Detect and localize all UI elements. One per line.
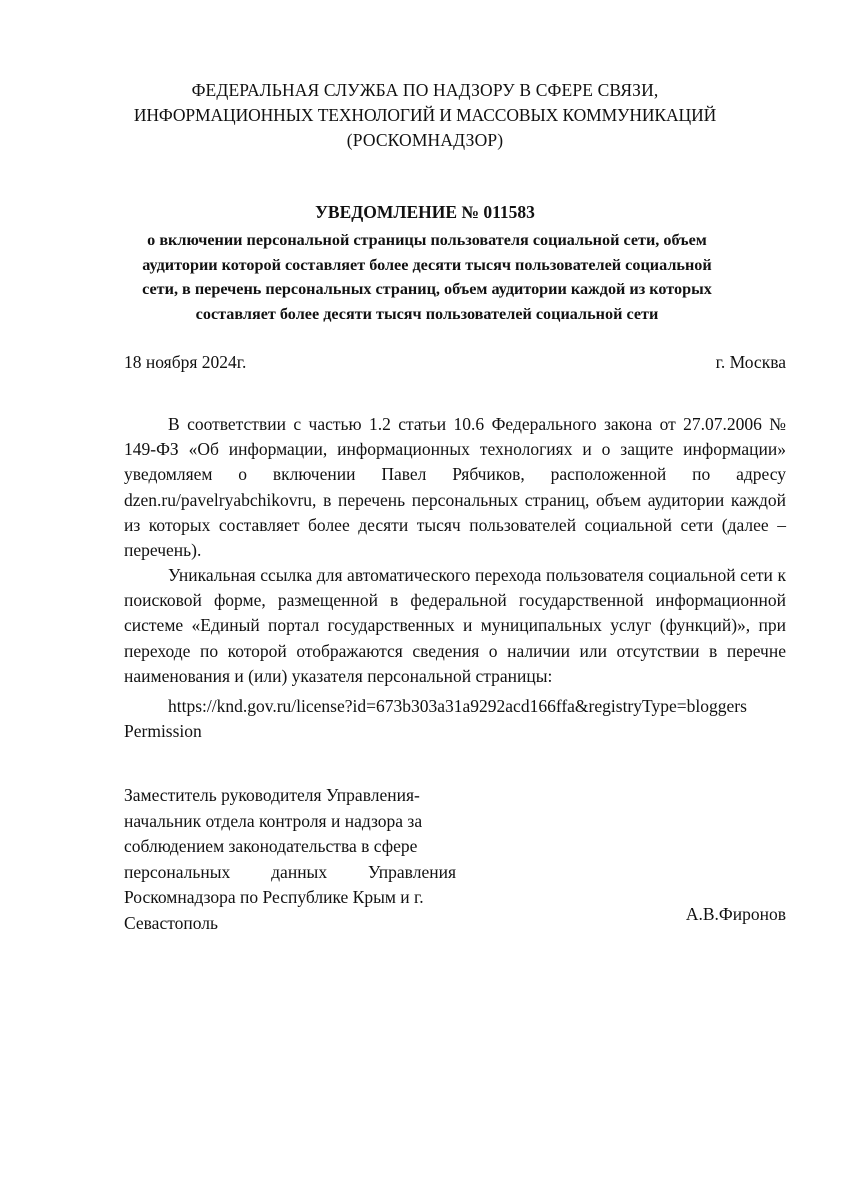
document-date: 18 ноября 2024г. — [124, 352, 247, 372]
signer-title-line-1: Заместитель руководителя Управления- — [124, 785, 420, 805]
letterhead-line-1: ФЕДЕРАЛЬНАЯ СЛУЖБА ПО НАДЗОРУ В СФЕРЕ СВЯЗИ, — [191, 80, 659, 100]
signer-title-line-2: начальник отдела контроля и надзора за — [124, 810, 423, 831]
signer-title-line-4: персональных данных Управления — [124, 861, 456, 882]
signer-title — [124, 783, 456, 936]
letterhead-line-2: ИНФОРМАЦИОННЫХ ТЕХНОЛОГИЙ И МАССОВЫХ КОММУНИКАЦИЙ — [133, 105, 717, 125]
notice-subject-line-2: аудитории которой составляет более десяти тысяч пользователей социальной — [142, 255, 712, 274]
signer-title-line-3: соблюдением законодательства в сфере — [124, 836, 418, 856]
signer-title-line-6: Севастополь — [124, 912, 218, 933]
document-city: г. Москва — [715, 352, 786, 372]
body-paragraph-2-container — [124, 563, 786, 689]
permission-label: Permission — [124, 721, 202, 742]
body-paragraph-1: В соответствии с частью 1.2 статьи 10.6 Федерального закона от 27.07.2006 № 149-ФЗ «Об информации, информационных технологиях и о защите информации» уведомляем о включении Павел Рябчиков, расположенной по адресу dzen.ru/pavelryabchikovru, в перечень персональных страниц, объем аудитории каждой из которых составляет более десяти тысяч пользователей социальной сети (далее – перечень). — [124, 414, 786, 561]
signature-block — [124, 783, 786, 936]
unique-link-block — [124, 694, 804, 744]
body-paragraph-2: Уникальная ссылка для автоматического перехода пользователя социальной сети к поисковой форме, размещенной в федеральной государственной информационной системе «Единый портал государственных и муниципальных услуг (функций)», при переходе по которой отображаются сведения о наличии или отсутствии в перечне наименования и (или) указателя персональной страницы: — [124, 565, 786, 686]
notice-subject-line-1: о включении персональной страницы пользователя социальной сети, объем — [147, 231, 707, 249]
body-paragraph-1-container — [124, 412, 786, 563]
letterhead-line-3: (РОСКОМНАДЗОР) — [346, 130, 504, 150]
letterhead — [110, 78, 740, 153]
signer-title-line-5: Роскомнадзора по Республике Крым и г. — [124, 887, 424, 907]
notice-subject-line-3: сети, в перечень персональных страниц, объем аудитории каждой из которых — [142, 280, 712, 298]
notice-number-heading: УВЕДОМЛЕНИЕ № 011583 — [315, 202, 535, 222]
unique-link-url[interactable]: https://knd.gov.ru/license?id=673b303a31a9292acd166ffa&registryType=bloggers — [168, 696, 747, 716]
dateline — [124, 350, 786, 374]
notice-subject-line-4: составляет более десяти тысяч пользователей социальной сети — [195, 304, 659, 323]
signer-name: А.В.Фиронов — [685, 904, 786, 924]
notice-subject — [120, 228, 734, 326]
